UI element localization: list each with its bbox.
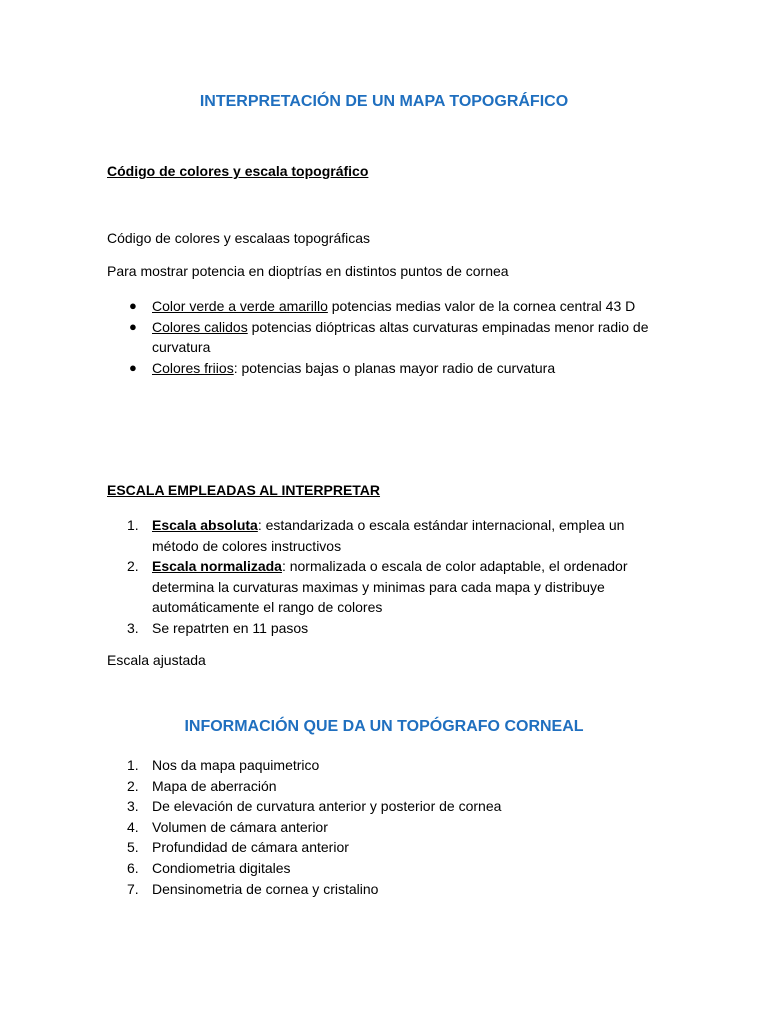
color-code-list xyxy=(107,296,667,378)
list-number: 6. xyxy=(127,859,139,876)
list-item-term: Colores calidos xyxy=(152,318,248,335)
list-item xyxy=(107,556,667,618)
bullet-icon: ● xyxy=(129,359,137,375)
list-number: 4. xyxy=(127,818,139,835)
section-title-topographer-info: INFORMACIÓN QUE DA UN TOPÓGRAFO CORNEAL xyxy=(184,718,584,735)
list-item-term: Escala absoluta xyxy=(152,517,258,533)
list-number: 3. xyxy=(127,798,139,815)
list-item-text: Condiometria digitales xyxy=(152,859,291,876)
list-item xyxy=(107,817,667,838)
list-item-term: Escala normalizada xyxy=(152,558,282,575)
list-item xyxy=(107,858,667,879)
list-item-term: Colores friios xyxy=(152,359,234,376)
list-number: 5. xyxy=(127,839,139,856)
purpose-paragraph: Para mostrar potencia en dioptrías en distintos puntos de cornea xyxy=(107,263,509,279)
section-heading-color-code: Código de colores y escala topográfico xyxy=(107,163,369,179)
list-item-text: Mapa de aberración xyxy=(152,777,277,794)
bullet-icon: ● xyxy=(129,298,137,313)
scale-note: Escala ajustada xyxy=(107,652,206,668)
list-item-text: : normalizada o escala de color adaptable, el ordenador determina la curvaturas maximas y minimas para cada mapa y distribuye automáticamente el rango de colores xyxy=(152,558,628,616)
intro-paragraph: Código de colores y escalaas topográficas xyxy=(107,230,371,246)
topographer-info-list xyxy=(107,755,667,899)
list-item xyxy=(107,515,667,556)
list-item-text: Profundidad de cámara anterior xyxy=(152,839,349,856)
section-heading-scales: ESCALA EMPLEADAS AL INTERPRETAR xyxy=(107,482,381,498)
list-number: 2. xyxy=(127,777,139,794)
list-number: 1. xyxy=(127,517,139,533)
scales-list xyxy=(107,515,667,639)
list-item-text: Volumen de cámara anterior xyxy=(152,818,328,835)
list-number: 1. xyxy=(127,757,139,773)
list-number: 2. xyxy=(127,558,139,575)
list-item xyxy=(107,837,667,858)
list-item xyxy=(107,776,667,797)
list-item xyxy=(107,755,667,776)
list-item-text: Densinometria de cornea y cristalino xyxy=(152,880,379,897)
list-item-text: : potencias bajas o planas mayor radio de curvatura xyxy=(233,359,556,376)
list-item-text: De elevación de curvatura anterior y posterior de cornea xyxy=(152,798,502,815)
list-item-text: Nos da mapa paquimetrico xyxy=(152,757,320,773)
list-item xyxy=(107,317,667,358)
document-title: INTERPRETACIÓN DE UN MAPA TOPOGRÁFICO xyxy=(199,93,569,110)
list-item xyxy=(107,296,667,317)
list-item xyxy=(107,358,667,379)
list-item-text: : estandarizada o escala estándar internacional, emplea un método de colores instructivos xyxy=(152,517,625,554)
list-item-term: Color verde a verde amarillo xyxy=(152,298,328,314)
list-number: 3. xyxy=(127,619,139,636)
list-item xyxy=(107,796,667,817)
list-item-text: potencias medias valor de la cornea central 43 D xyxy=(327,298,636,314)
bullet-icon: ● xyxy=(129,318,137,334)
list-item-text: Se repatrten en 11 pasos xyxy=(152,619,309,636)
list-item xyxy=(107,879,667,900)
list-item xyxy=(107,618,667,639)
list-item-text: potencias dióptricas altas curvaturas empinadas menor radio de curvatura xyxy=(152,318,649,356)
list-number: 7. xyxy=(127,880,139,897)
